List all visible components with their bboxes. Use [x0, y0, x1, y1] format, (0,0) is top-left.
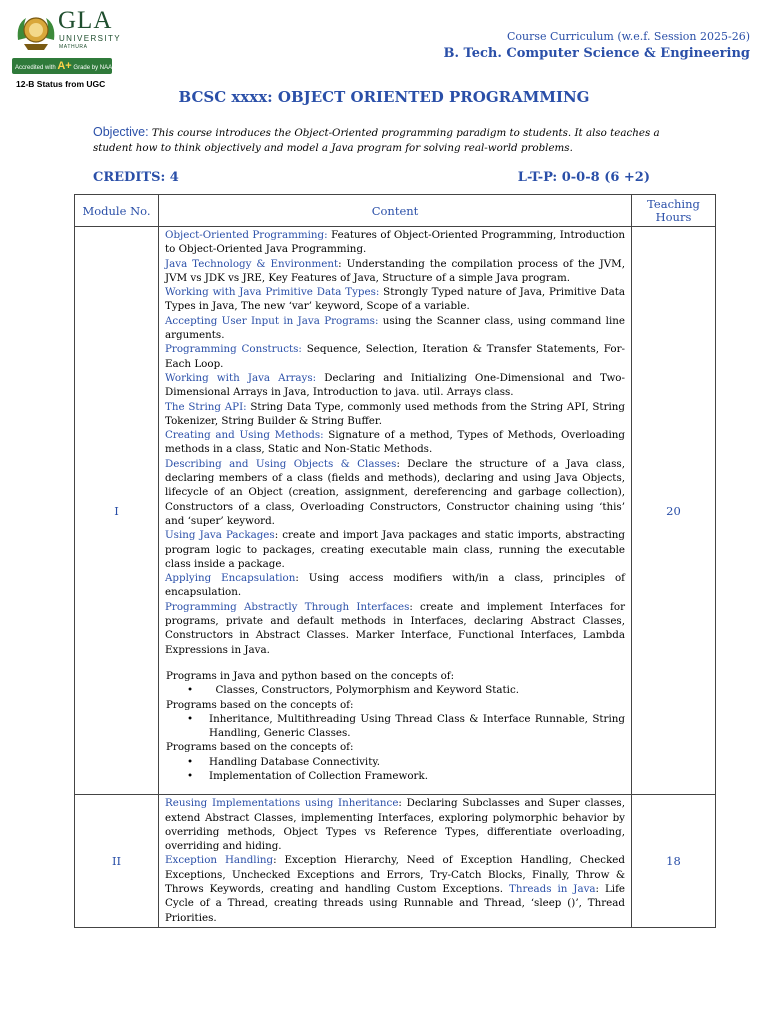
topic-text: String Data Type, commonly used methods from the String API, String Tokenizer, String Builder & String Buffer. — [165, 400, 626, 427]
topic-text: : Using access modifiers with/in a class, principles of encapsulation. — [165, 572, 625, 599]
logo-city: MATHURA — [59, 44, 88, 50]
table-row — [75, 227, 716, 795]
university-logo — [12, 7, 122, 94]
topic — [165, 457, 625, 528]
topic — [165, 257, 625, 286]
program-heading: Programs in Java and python based on the concepts of: — [166, 669, 455, 682]
objective — [93, 125, 693, 156]
topic-title: Working with Java Primitive Data Types: — [165, 286, 380, 299]
topic-title: Accepting User Input in Java Programs: — [165, 314, 379, 327]
module-content — [159, 227, 632, 795]
topic — [165, 428, 625, 457]
program-items — [165, 755, 625, 784]
topic-text: : create and import Java packages and static imports, abstracting program logic to packages, creating executable main class, running the executable class inside a package. — [165, 529, 626, 570]
naac-grade: A+ — [57, 60, 72, 72]
naac-suffix: Grade by NAAC — [73, 65, 117, 71]
list-item: • Handling Database Connectivity. — [209, 755, 625, 769]
topic — [165, 600, 625, 657]
header-hours: Teaching Hours — [632, 195, 716, 227]
header-content: Content — [159, 195, 632, 227]
topic-text: Strongly Typed nature of Java, Primitive Data Types in Java, The new ‘var’ keyword, Scope of a variable. — [165, 286, 625, 313]
program-list — [165, 669, 625, 783]
list-item: • Implementation of Collection Framework. — [209, 769, 625, 783]
topic — [165, 371, 625, 400]
program-items — [165, 712, 625, 741]
program-heading: Programs based on the concepts of: — [166, 741, 354, 754]
topic-title: Threads in Java — [508, 883, 596, 896]
topic-text: : Life Cycle of a Thread, creating threads using Runnable and Thread, ‘sleep ()’, Thread Priorities. — [165, 883, 625, 924]
logo-name: GLA — [58, 7, 113, 34]
curriculum-session: Course Curriculum (w.e.f. Session 2025-26) — [507, 30, 750, 43]
topic-title: Java Technology & Environment — [165, 257, 339, 270]
table-header-row — [75, 195, 716, 227]
program-items — [165, 683, 625, 697]
university-emblem-icon — [14, 10, 58, 52]
topic — [165, 400, 625, 429]
module-number: I — [75, 227, 159, 795]
curriculum-table — [74, 194, 716, 928]
credits: CREDITS: 4 — [93, 170, 179, 185]
topic-text: Declaring and Initializing One-Dimensional and Two-Dimensional Arrays in Java, Introduction to java. util. Arrays class. — [165, 371, 625, 399]
topic — [165, 796, 625, 853]
program-heading: Programs based on the concepts of: — [166, 698, 354, 711]
naac-badge — [12, 58, 117, 74]
header-info — [443, 30, 750, 63]
topic — [165, 853, 625, 924]
topic-text: : create and implement Interfaces for programs, private and default methods in Interfaces, declaring Abstract Classes, Constructors in Abstract Classes. Marker Interface, Functional Interfaces, Lambda Expressions in Java. — [165, 600, 625, 656]
program-name: B. Tech. Computer Science & Engineering — [443, 46, 750, 61]
topic-title: Describing and Using Objects & Classes — [165, 457, 397, 470]
topic-title: Programming Abstractly Through Interfaces — [165, 600, 410, 613]
topic-text: Signature of a method, Types of Methods, Overloading methods in a class, Static and Non-Static Methods. — [165, 429, 625, 456]
objective-label: Objective: — [93, 125, 149, 139]
table-row — [75, 795, 716, 928]
topic-text: Sequence, Selection, Iteration & Transfer Statements, For-Each Loop. — [165, 343, 625, 370]
topic-title: Applying Encapsulation — [165, 572, 296, 585]
topic-title: Reusing Implementations using Inheritance — [165, 797, 399, 810]
topic-text: Features of Object-Oriented Programming, Introduction to Object-Oriented Java Programming. — [165, 229, 625, 256]
module-number: II — [75, 795, 159, 928]
ltp: L-T-P: 0-0-8 (6 +2) — [517, 170, 650, 185]
teaching-hours: 20 — [632, 227, 716, 795]
topic — [165, 314, 625, 343]
list-item: • Classes, Constructors, Polymorphism and Keyword Static. — [209, 683, 625, 697]
topic — [165, 571, 625, 600]
topic-title: Programming Constructs: — [165, 343, 302, 356]
topic-title: The String API: — [165, 400, 247, 413]
topic-text: : Understanding the compilation process of the JVM, JVM vs JDK vs JRE, Key Features of Java, Structure of a simple Java program. — [165, 257, 626, 284]
topic — [165, 528, 625, 571]
topic-title: Exception Handling — [165, 854, 274, 867]
topic-text: using the Scanner class, using command line arguments. — [165, 314, 625, 342]
topic-text: : Exception Hierarchy, Need of Exception Handling, Checked Exceptions, Unchecked Exceptions and Errors, Try-Catch Blocks, Finally, Throw & Throws Keywords, creating and handling Custom Exceptions. — [165, 854, 625, 896]
header-module: Module No. — [75, 195, 159, 227]
module-content — [159, 795, 632, 928]
course-title: BCSC xxxx: OBJECT ORIENTED PROGRAMMING — [178, 88, 590, 106]
ugc-status: 12-B Status from UGC — [16, 79, 106, 89]
topic-title: Object-Oriented Programming: — [165, 229, 328, 241]
topic-text: : Declaring Subclasses and Super classes, extend Abstract Classes, implementing Interfaces, exploring polymorphic behavior by overriding methods, Object Types vs Reference Types, differentiate overloading, overriding and hiding. — [165, 797, 625, 853]
topic — [165, 228, 625, 257]
naac-prefix: Accredited with — [15, 65, 56, 71]
objective-text: This course introduces the Object-Oriented programming paradigm to students. It also teaches a student how to think objectively and model a Java program for solving real-world problems. — [93, 127, 660, 154]
teaching-hours: 18 — [632, 795, 716, 928]
topic — [165, 342, 625, 371]
topic-list — [165, 228, 625, 657]
topic — [165, 285, 625, 314]
logo-university: UNIVERSITY — [59, 34, 122, 43]
topic-title: Creating and Using Methods: — [165, 429, 324, 442]
list-item: • Inheritance, Multithreading Using Thread Class & Interface Runnable, String Handling, Generic Classes. — [209, 712, 625, 741]
topic-title: Using Java Packages — [165, 529, 275, 542]
topic-text: : Declare the structure of a Java class, declaring members of a class (fields and methods), declaring and using Java Objects, lifecycle of an Object (creation, assignment, dereferencing and garbage collection), Constructors of a class, Overloading Constructors, Constructor chaining using ‘this’ and ‘super’ keyword. — [165, 457, 625, 527]
topic-title: Working with Java Arrays: — [165, 371, 317, 384]
